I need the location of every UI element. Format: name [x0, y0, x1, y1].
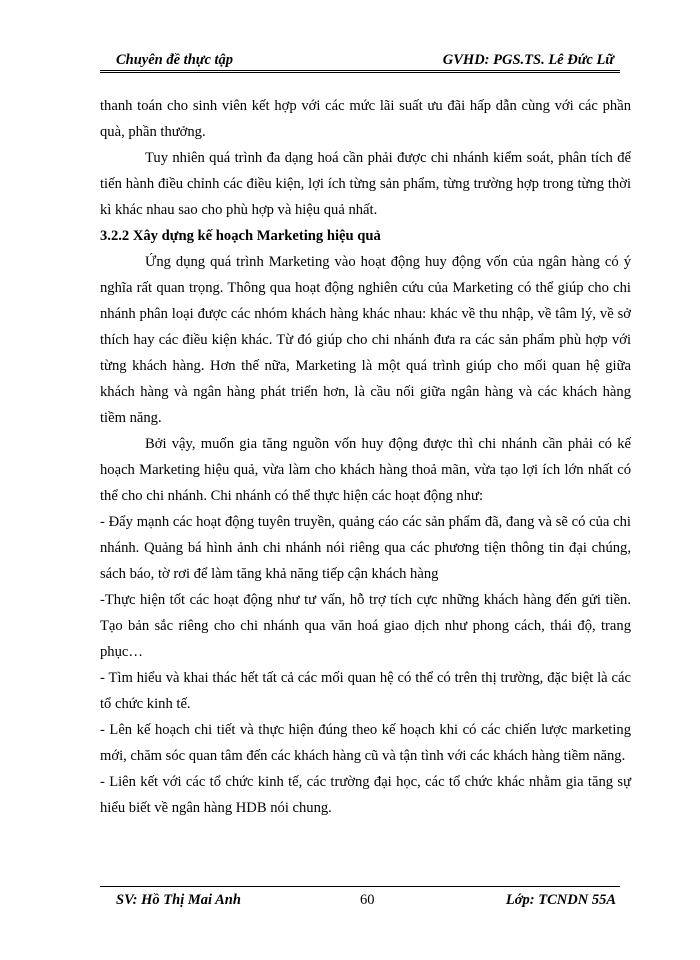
- paragraph-continuation: thanh toán cho sinh viên kết hợp với các mức lãi suất ưu đãi hấp dẫn cùng với các phần quà, phần thưởng.: [100, 98, 631, 140]
- bullet-partnerships: - Liên kết với các tổ chức kinh tế, các trường đại học, các tổ chức khác nhằm gia tăng sự hiểu biết về ngân hàng HDB nói chung.: [100, 774, 631, 816]
- document-body: [100, 93, 631, 821]
- header-supervisor: GVHD: PGS.TS. Lê Đức Lữ: [442, 52, 614, 68]
- section-heading: 3.2.2 Xây dựng kế hoạch Marketing hiệu quả: [100, 228, 381, 244]
- footer-class: Lớp: TCNDN 55A: [505, 892, 616, 908]
- header-rule-double: [100, 72, 620, 73]
- bullet-relationships: - Tìm hiểu và khai thác hết tất cả các mối quan hệ có thể có trên thị trường, đặc biệt là các tổ chức kinh tế.: [100, 670, 631, 712]
- header-title: Chuyên đề thực tập: [116, 52, 234, 68]
- paragraph-marketing-plan: Bởi vậy, muốn gia tăng nguồn vốn huy động được thì chi nhánh cần phải có kế hoạch Marketing hiệu quả, vừa làm cho khách hàng thoả mãn, vừa tạo lợi ích lớn nhất có thể cho chi nhánh. Chi nhánh có thể thực hiện các hoạt động như:: [100, 436, 631, 504]
- bullet-promotion: - Đẩy mạnh các hoạt động tuyên truyền, quảng cáo các sản phẩm đã, đang và sẽ có của chi nhánh. Quảng bá hình ảnh chi nhánh nói riêng qua các phương tiện thông tin đại chúng, sách báo, tờ rơi để làm tăng khả năng tiếp cận khách hàng: [100, 514, 631, 582]
- paragraph-diversification: Tuy nhiên quá trình đa dạng hoá cần phải được chi nhánh kiểm soát, phân tích để tiến hành điều chỉnh các điều kiện, lợi ích từng sản phẩm, từng trường hợp trong từng thời kì khác nhau sao cho phù hợp và hiệu quả nhất.: [100, 150, 631, 218]
- header-rule: [100, 70, 620, 71]
- bullet-planning: - Lên kế hoạch chi tiết và thực hiện đúng theo kế hoạch khi có các chiến lược marketing mới, chăm sóc quan tâm đến các khách hàng cũ và tận tình với các khách hàng tiềm năng.: [100, 722, 631, 764]
- page-number: 60: [360, 892, 375, 908]
- page-footer: [100, 890, 620, 912]
- footer-student: SV: Hồ Thị Mai Anh: [116, 892, 241, 908]
- bullet-consulting: -Thực hiện tốt các hoạt động như tư vấn, hỗ trợ tích cực những khách hàng đến gửi tiền. Tạo bản sắc riêng cho chi nhánh qua văn hoá giao dịch như phong cách, thái độ, trang phục…: [100, 592, 631, 660]
- footer-rule: [100, 886, 620, 887]
- paragraph-marketing-application: Ứng dụng quá trình Marketing vào hoạt động huy động vốn của ngân hàng có ý nghĩa rất quan trọng. Thông qua hoạt động nghiên cứu của Marketing có thể giúp cho chi nhánh phân loại được các nhóm khách hàng khác nhau: khác về thu nhập, về tâm lý, về sở thích hay các điều kiện khác. Từ đó giúp cho chi nhánh đưa ra các sản phẩm phù hợp với từng khách hàng. Hơn thế nữa, Marketing là một quá trình giúp cho mối quan hệ giữa khách hàng và ngân hàng phát triển hơn, là cầu nối giữa ngân hàng và các khách hàng tiềm năng.: [100, 254, 631, 426]
- page-header: [100, 48, 620, 70]
